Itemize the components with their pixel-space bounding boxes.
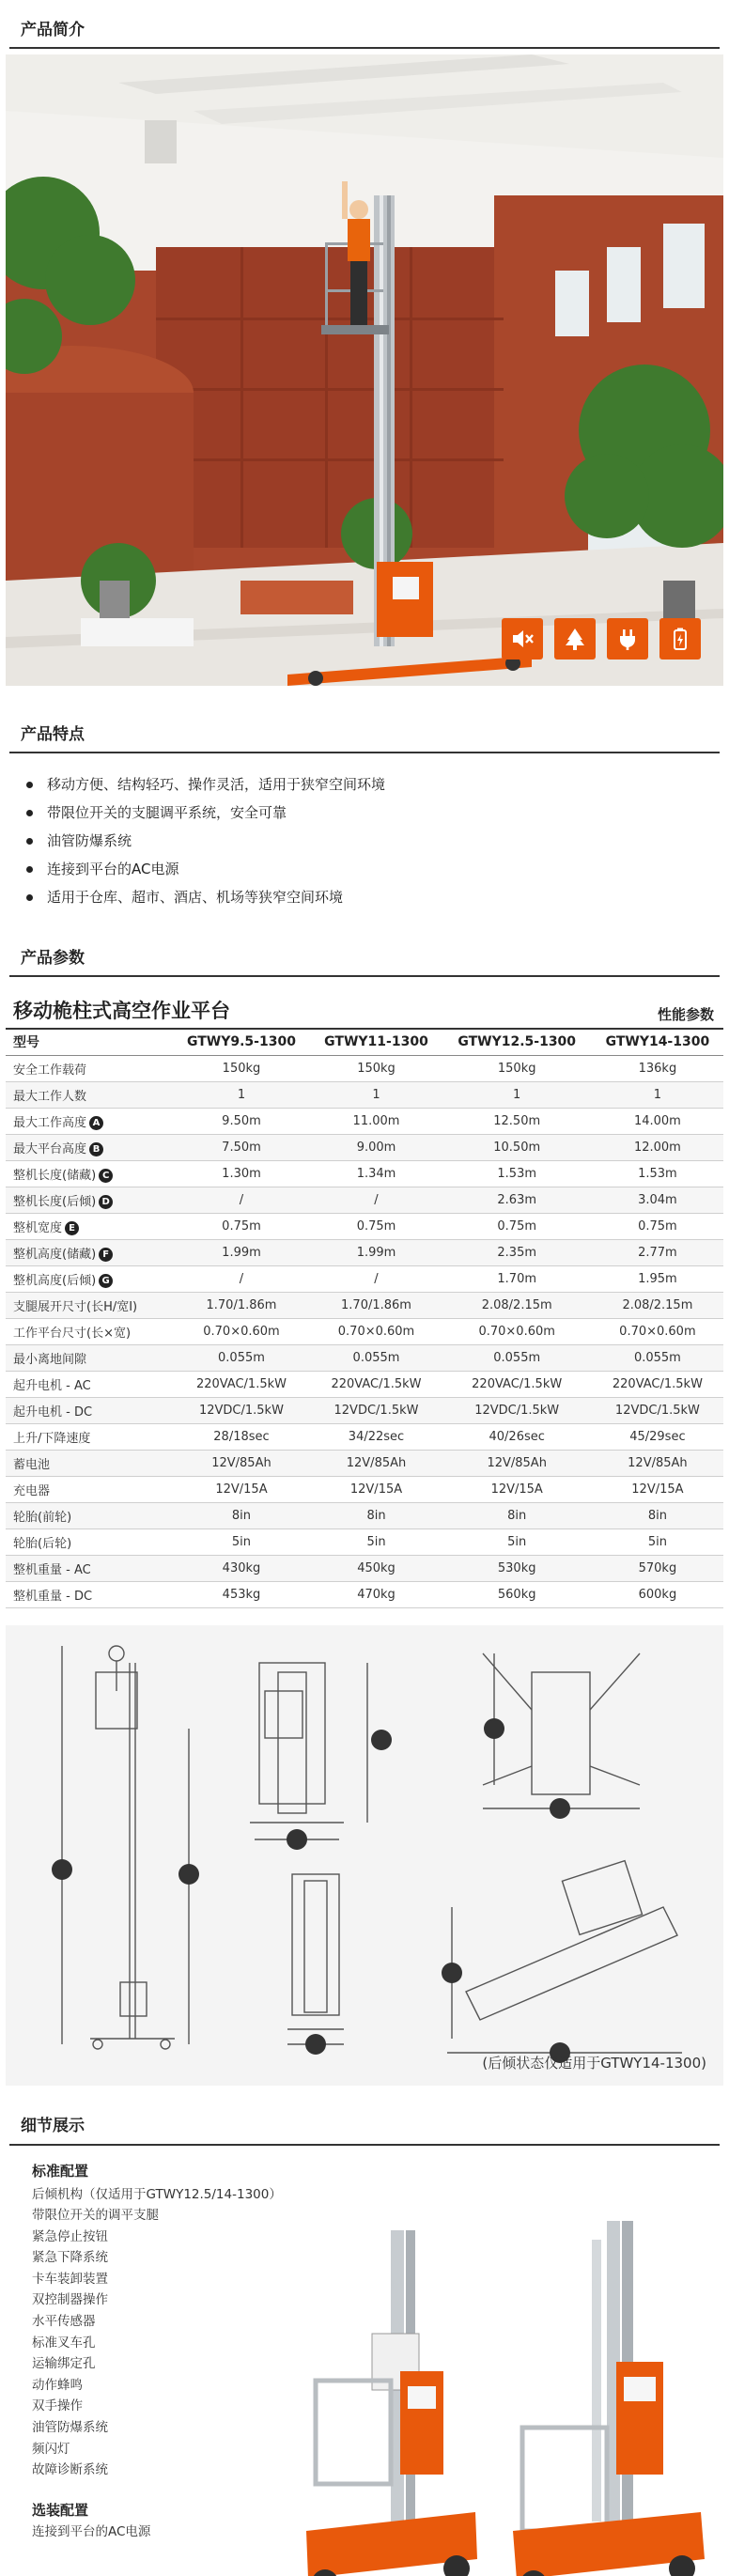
divider xyxy=(9,2144,720,2146)
spec-cell: 1 xyxy=(310,1081,442,1108)
spec-cell: 8in xyxy=(173,1502,311,1529)
spec-cell: 0.75m xyxy=(442,1213,592,1239)
spec-cell: 1.70/1.86m xyxy=(310,1292,442,1318)
spec-cell: 0.055m xyxy=(173,1344,311,1371)
table-row xyxy=(6,1476,723,1502)
mute-icon xyxy=(502,618,543,660)
spec-cell: 136kg xyxy=(592,1055,723,1081)
table-row xyxy=(6,1187,723,1213)
spec-cell: 150kg xyxy=(173,1055,311,1081)
spec-cell: 8in xyxy=(442,1502,592,1529)
dim-marker-C xyxy=(287,1829,307,1850)
spec-cell: 11.00m xyxy=(310,1108,442,1134)
spec-cell: 12VDC/1.5kW xyxy=(592,1397,723,1423)
spec-cell: 2.63m xyxy=(442,1187,592,1213)
spec-cell: 5in xyxy=(592,1529,723,1555)
spec-cell: 1 xyxy=(592,1081,723,1108)
spec-cell: 1.99m xyxy=(310,1239,442,1265)
spec-cell: 0.75m xyxy=(592,1213,723,1239)
dimension-letter-badge: E xyxy=(65,1221,79,1235)
spec-label-text: 整机重量 - AC xyxy=(13,1562,91,1577)
spec-cell: 45/29sec xyxy=(592,1423,723,1450)
spec-cell: 12V/85Ah xyxy=(592,1450,723,1476)
spec-cell: 1.30m xyxy=(173,1160,311,1187)
list-item: 标准叉车孔 xyxy=(32,2335,96,2351)
dim-marker-G xyxy=(442,1963,462,1983)
table-row xyxy=(6,1213,723,1239)
dimension-letter-badge: A xyxy=(89,1116,103,1130)
spec-cell: 12VDC/1.5kW xyxy=(442,1397,592,1423)
dim-marker-B xyxy=(178,1864,199,1885)
spec-cell: 12V/15A xyxy=(442,1476,592,1502)
spec-cell: 0.70×0.60m xyxy=(592,1318,723,1344)
feature-item: 带限位开关的支腿调平系统，安全可靠 xyxy=(26,799,729,827)
table-row xyxy=(6,1371,723,1397)
spec-cell: 12VDC/1.5kW xyxy=(310,1397,442,1423)
spec-label-text: 上升/下降速度 xyxy=(13,1431,91,1446)
list-item: 双手操作 xyxy=(32,2398,83,2414)
spec-cell: 0.70×0.60m xyxy=(310,1318,442,1344)
table-row xyxy=(6,1318,723,1344)
table-row xyxy=(6,1529,723,1555)
spec-cell: 5in xyxy=(310,1529,442,1555)
spec-cell: 2.77m xyxy=(592,1239,723,1265)
spec-cell: 1.34m xyxy=(310,1160,442,1187)
spec-label-text: 轮胎(后轮) xyxy=(13,1536,72,1551)
spec-cell: 8in xyxy=(310,1502,442,1529)
spec-col-header: GTWY11-1300 xyxy=(310,1029,442,1055)
spec-subtitle: 性能参数 xyxy=(657,1006,714,1023)
table-row xyxy=(6,1108,723,1134)
divider xyxy=(9,752,720,753)
divider xyxy=(9,47,720,49)
spec-cell: 570kg xyxy=(592,1555,723,1581)
spec-row-label xyxy=(6,1318,173,1344)
section-params-header xyxy=(0,928,729,983)
spec-cell: 10.50m xyxy=(442,1134,592,1160)
spec-col-header: 型号 xyxy=(6,1029,173,1055)
spec-row-label xyxy=(6,1371,173,1397)
spec-label-text: 整机高度(储藏) xyxy=(13,1247,97,1262)
spec-cell: 1.70/1.86m xyxy=(173,1292,311,1318)
spec-cell: 12.50m xyxy=(442,1108,592,1134)
spec-cell: 450kg xyxy=(310,1555,442,1581)
spec-col-header: GTWY12.5-1300 xyxy=(442,1029,592,1055)
spec-row-label xyxy=(6,1476,173,1502)
feature-icon-row xyxy=(502,618,701,660)
spec-row-label xyxy=(6,1502,173,1529)
table-row xyxy=(6,1450,723,1476)
spec-title: 移动桅柱式高空作业平台 xyxy=(13,1000,230,1022)
list-item: 运输绑定孔 xyxy=(32,2356,96,2372)
divider xyxy=(9,975,720,977)
spec-cell: 12V/15A xyxy=(310,1476,442,1502)
spec-cell: 12.00m xyxy=(592,1134,723,1160)
spec-cell: 220VAC/1.5kW xyxy=(592,1371,723,1397)
spec-cell: 560kg xyxy=(442,1581,592,1607)
optional-config-title: 选装配置 xyxy=(32,2501,89,2519)
spec-cell: 2.35m xyxy=(442,1239,592,1265)
spec-cell: 34/22sec xyxy=(310,1423,442,1450)
spec-label-text: 整机重量 - DC xyxy=(13,1589,93,1604)
dim-marker-I xyxy=(550,1798,570,1819)
lobby-scene-illustration xyxy=(6,54,723,686)
section-title: 产品简介 xyxy=(21,20,85,39)
spec-label-text: 轮胎(前轮) xyxy=(13,1510,72,1525)
section-title: 产品特点 xyxy=(21,724,85,744)
spec-cell: 1.95m xyxy=(592,1265,723,1292)
spec-cell: 1.53m xyxy=(442,1160,592,1187)
feature-list xyxy=(0,759,729,928)
machine-photo-raised xyxy=(513,2221,710,2576)
plug-icon xyxy=(607,618,648,660)
spec-cell: 530kg xyxy=(442,1555,592,1581)
spec-cell: 1.99m xyxy=(173,1239,311,1265)
spec-table xyxy=(6,1028,723,1608)
spec-cell: 12V/15A xyxy=(173,1476,311,1502)
dim-marker-F xyxy=(371,1730,392,1750)
dimension-drawing xyxy=(6,1625,723,2086)
spec-cell: 220VAC/1.5kW xyxy=(310,1371,442,1397)
table-row xyxy=(6,1265,723,1292)
spec-cell: 220VAC/1.5kW xyxy=(173,1371,311,1397)
battery-icon xyxy=(659,618,701,660)
list-item: 双控制器操作 xyxy=(32,2292,108,2308)
spec-label-text: 整机长度(储藏) xyxy=(13,1168,97,1183)
spec-row-label xyxy=(6,1265,173,1292)
spec-row-label xyxy=(6,1397,173,1423)
spec-label-text: 最大平台高度 xyxy=(13,1141,87,1156)
spec-label-text: 起升电机 - AC xyxy=(13,1378,91,1393)
details-panel xyxy=(6,2151,723,2576)
spec-row-label xyxy=(6,1423,173,1450)
list-item: 油管防爆系统 xyxy=(32,2420,108,2436)
dimension-letter-badge: F xyxy=(99,1248,113,1262)
spec-cell: 150kg xyxy=(442,1055,592,1081)
list-item: 水平传感器 xyxy=(32,2314,96,2330)
spec-row-label xyxy=(6,1213,173,1239)
spec-table-body xyxy=(6,1055,723,1607)
spec-label-text: 整机高度(后倾) xyxy=(13,1273,97,1288)
spec-cell: 220VAC/1.5kW xyxy=(442,1371,592,1397)
feature-item: 油管防爆系统 xyxy=(26,827,729,855)
spec-cell: 5in xyxy=(173,1529,311,1555)
spec-cell: 12V/85Ah xyxy=(173,1450,311,1476)
spec-cell: 2.08/2.15m xyxy=(592,1292,723,1318)
spec-cell: 0.055m xyxy=(310,1344,442,1371)
spec-cell: 9.50m xyxy=(173,1108,311,1134)
spec-row-label xyxy=(6,1529,173,1555)
spec-row-label xyxy=(6,1055,173,1081)
spec-row-label xyxy=(6,1081,173,1108)
spec-cell: / xyxy=(173,1265,311,1292)
spec-row-label xyxy=(6,1108,173,1134)
list-item: 后倾机构（仅适用于GTWY12.5/14-1300） xyxy=(32,2186,282,2202)
section-details-header xyxy=(0,2097,729,2151)
spec-cell: 28/18sec xyxy=(173,1423,311,1450)
spec-cell: 12V/85Ah xyxy=(310,1450,442,1476)
spec-cell: 453kg xyxy=(173,1581,311,1607)
spec-cell: 5in xyxy=(442,1529,592,1555)
spec-cell: 0.75m xyxy=(173,1213,311,1239)
dimension-letter-badge: D xyxy=(99,1195,113,1209)
spec-cell: 8in xyxy=(592,1502,723,1529)
spec-cell: 0.055m xyxy=(592,1344,723,1371)
spec-cell: 150kg xyxy=(310,1055,442,1081)
spec-label-text: 安全工作载荷 xyxy=(13,1063,87,1078)
spec-cell: 0.75m xyxy=(310,1213,442,1239)
spec-col-header: GTWY14-1300 xyxy=(592,1029,723,1055)
feature-item: 适用于仓库、超市、酒店、机场等狭窄空间环境 xyxy=(26,883,729,911)
list-item: 动作蜂鸣 xyxy=(32,2377,83,2393)
spec-cell: 12V/15A xyxy=(592,1476,723,1502)
list-item: 频闪灯 xyxy=(32,2441,70,2457)
spec-label-text: 起升电机 - DC xyxy=(13,1404,93,1420)
spec-cell: 3.04m xyxy=(592,1187,723,1213)
table-row xyxy=(6,1555,723,1581)
table-row xyxy=(6,1160,723,1187)
spec-label-text: 整机长度(后倾) xyxy=(13,1194,97,1209)
spec-row-label xyxy=(6,1187,173,1213)
section-title: 细节展示 xyxy=(21,2117,85,2135)
spec-col-header: GTWY9.5-1300 xyxy=(173,1029,311,1055)
spec-label-text: 充电器 xyxy=(13,1483,51,1498)
dimension-letter-badge: G xyxy=(99,1274,113,1288)
standard-config-title: 标准配置 xyxy=(32,2162,89,2180)
spec-cell: 1.53m xyxy=(592,1160,723,1187)
spec-row-label xyxy=(6,1292,173,1318)
tilt-note: (后倾状态仅适用于GTWY14-1300) xyxy=(482,2054,706,2072)
table-row xyxy=(6,1344,723,1371)
spec-cell: 40/26sec xyxy=(442,1423,592,1450)
machine-photo-stowed xyxy=(297,2221,485,2576)
table-row xyxy=(6,1502,723,1529)
spec-row-label xyxy=(6,1581,173,1607)
section-intro-header xyxy=(0,0,729,54)
tree-icon xyxy=(554,618,596,660)
spec-cell: 12V/85Ah xyxy=(442,1450,592,1476)
spec-cell: 2.08/2.15m xyxy=(442,1292,592,1318)
spec-label-text: 工作平台尺寸(长×宽) xyxy=(13,1326,132,1341)
list-item: 带限位开关的调平支腿 xyxy=(32,2208,159,2224)
spec-header-row xyxy=(6,1029,723,1055)
spec-cell: 470kg xyxy=(310,1581,442,1607)
spec-label-text: 蓄电池 xyxy=(13,1457,51,1472)
table-row xyxy=(6,1397,723,1423)
spec-row-label xyxy=(6,1344,173,1371)
hero-photo xyxy=(6,54,723,686)
spec-cell: 430kg xyxy=(173,1555,311,1581)
feature-item: 移动方便、结构轻巧、操作灵活，适用于狭窄空间环境 xyxy=(26,770,729,799)
list-item: 连接到平台的AC电源 xyxy=(32,2523,151,2539)
table-row xyxy=(6,1081,723,1108)
spec-label-text: 最大工作人数 xyxy=(13,1089,87,1104)
spec-cell: / xyxy=(173,1187,311,1213)
spec-cell: / xyxy=(310,1187,442,1213)
spec-cell: 1 xyxy=(442,1081,592,1108)
spec-cell: 0.055m xyxy=(442,1344,592,1371)
spec-label-text: 最大工作高度 xyxy=(13,1115,87,1130)
spec-label-text: 支腿展开尺寸(长H/宽I) xyxy=(13,1299,138,1314)
spec-cell: 7.50m xyxy=(173,1134,311,1160)
spec-row-label xyxy=(6,1450,173,1476)
spec-cell: 0.70×0.60m xyxy=(442,1318,592,1344)
list-item: 紧急停止按钮 xyxy=(32,2228,108,2244)
table-row xyxy=(6,1239,723,1265)
spec-row-label xyxy=(6,1160,173,1187)
table-row xyxy=(6,1134,723,1160)
spec-row-label xyxy=(6,1134,173,1160)
spec-label-text: 最小离地间隙 xyxy=(13,1352,87,1367)
spec-cell: 1 xyxy=(173,1081,311,1108)
table-row xyxy=(6,1581,723,1607)
spec-cell: 0.70×0.60m xyxy=(173,1318,311,1344)
spec-cell: 9.00m xyxy=(310,1134,442,1160)
dim-marker-E xyxy=(305,2034,326,2055)
spec-title-bar xyxy=(0,983,729,1028)
spec-row-label xyxy=(6,1239,173,1265)
dim-marker-H xyxy=(484,1718,504,1739)
spec-cell: 12VDC/1.5kW xyxy=(173,1397,311,1423)
dimension-letter-badge: B xyxy=(89,1142,103,1156)
spec-row-label xyxy=(6,1555,173,1581)
spec-cell: 600kg xyxy=(592,1581,723,1607)
spec-cell: 1.70m xyxy=(442,1265,592,1292)
section-title: 产品参数 xyxy=(21,948,85,968)
section-features-header xyxy=(0,705,729,759)
spec-label-text: 整机宽度 xyxy=(13,1220,63,1235)
dimension-diagram xyxy=(6,1625,723,2086)
dimension-letter-badge: C xyxy=(99,1169,113,1183)
table-row xyxy=(6,1423,723,1450)
dim-marker-A xyxy=(52,1859,72,1880)
list-item: 卡车装卸装置 xyxy=(32,2271,108,2287)
table-row xyxy=(6,1292,723,1318)
table-row xyxy=(6,1055,723,1081)
feature-item: 连接到平台的AC电源 xyxy=(26,855,729,883)
list-item: 故障诊断系统 xyxy=(32,2462,108,2478)
spec-cell: 14.00m xyxy=(592,1108,723,1134)
list-item: 紧急下降系统 xyxy=(32,2250,108,2266)
spec-cell: / xyxy=(310,1265,442,1292)
